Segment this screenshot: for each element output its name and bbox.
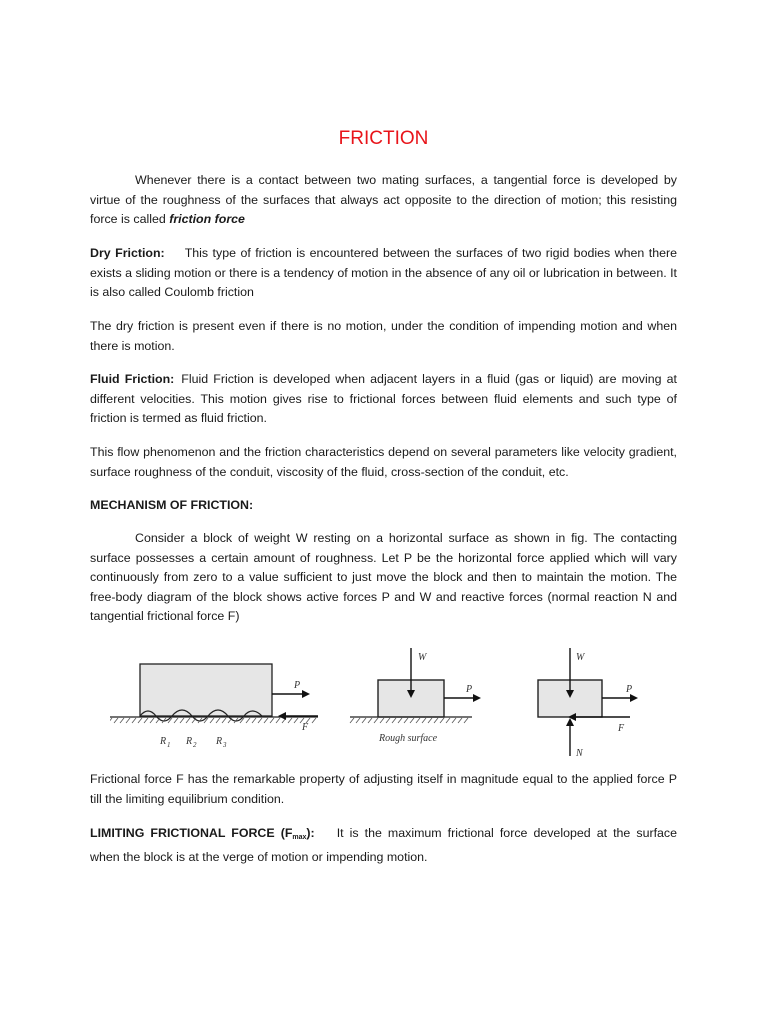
rough-surface-panel bbox=[350, 648, 481, 744]
flow-note: This flow phenomenon and the friction characteristics depend on several parameters like velocity gradient, surface roughness of the conduit, viscosity of the fluid, cross-section of the conduit, etc. bbox=[90, 445, 677, 479]
limiting-paragraph bbox=[90, 824, 677, 867]
label-w-2: W bbox=[418, 652, 427, 663]
friction-figure bbox=[110, 640, 670, 760]
fluid-friction-paragraph bbox=[90, 370, 677, 429]
svg-text:3: 3 bbox=[223, 741, 227, 749]
property-paragraph: Frictional force F has the remarkable property of adjusting itself in magnitude equal to the applied force P till the limiting equilibrium condition. bbox=[90, 772, 677, 806]
fluid-friction-text: Fluid Friction is developed when adjacent layers in a fluid (gas or liquid) are moving at different velocities. This motion gives rise to frictional forces between fluid elements and such type of friction is termed as fluid friction. bbox=[90, 372, 677, 426]
label-f-3: F bbox=[618, 723, 625, 734]
label-f-1: F bbox=[302, 722, 309, 733]
block-1 bbox=[140, 664, 272, 716]
rough-surface-caption: Rough surface bbox=[379, 733, 438, 744]
mechanism-paragraph: Consider a block of weight W resting on a horizontal surface as shown in fig. The contacting surface possesses a certain amount of roughness. Let P be the horizontal force applied which will vary continuously from zero to a value sufficient to just move the block and then to maintain the motion. The free-body diagram of the block shows active forces P and W and reactive forces (normal reaction N and tangential frictional force F) bbox=[90, 531, 677, 624]
dry-friction-text: This type of friction is encountered between the surfaces of two rigid bodies when there exists a sliding motion or there is a tendency of motion in the absence of any oil or lubrication in between. It is also called Coulomb friction bbox=[90, 246, 677, 300]
intro-paragraph bbox=[90, 171, 677, 230]
label-r3: R bbox=[216, 736, 223, 747]
free-body-panel bbox=[538, 648, 638, 759]
dry-friction-label: Dry Friction: bbox=[90, 246, 165, 260]
svg-text:2: 2 bbox=[193, 741, 197, 749]
intro-text: Whenever there is a contact between two mating surfaces, a tangential force is developed by virtue of the roughness of the surfaces that always act opposite to the direction of motion; this resisting force is called bbox=[90, 173, 677, 227]
svg-text:1: 1 bbox=[167, 741, 171, 749]
label-r1: R bbox=[160, 736, 167, 747]
limiting-label: LIMITING FRICTIONAL FORCE $(F_{max})$: bbox=[90, 826, 315, 841]
label-r2: R bbox=[186, 736, 193, 747]
limiting-text: It is the maximum frictional force developed at the surface when the block is at the verge of motion or impending motion. bbox=[90, 826, 678, 864]
intro-emphasis: friction force bbox=[169, 212, 245, 227]
label-n-3: N bbox=[576, 748, 583, 759]
label-p-1: P bbox=[294, 680, 301, 691]
friction-diagram bbox=[110, 640, 670, 760]
dry-friction-note: The dry friction is present even if there is no motion, under the condition of impending motion and when there is motion. bbox=[90, 319, 677, 353]
page-title: FRICTION bbox=[338, 128, 429, 149]
label-w-3: W bbox=[576, 652, 585, 663]
label-p-2: P bbox=[466, 684, 473, 695]
fluid-friction-label: Fluid Friction: bbox=[90, 372, 175, 386]
dry-friction-paragraph bbox=[90, 244, 677, 303]
mechanism-heading: MECHANISM OF FRICTION: bbox=[90, 498, 254, 512]
label-p-3: P bbox=[626, 684, 633, 695]
rough-contact-panel bbox=[110, 664, 318, 749]
